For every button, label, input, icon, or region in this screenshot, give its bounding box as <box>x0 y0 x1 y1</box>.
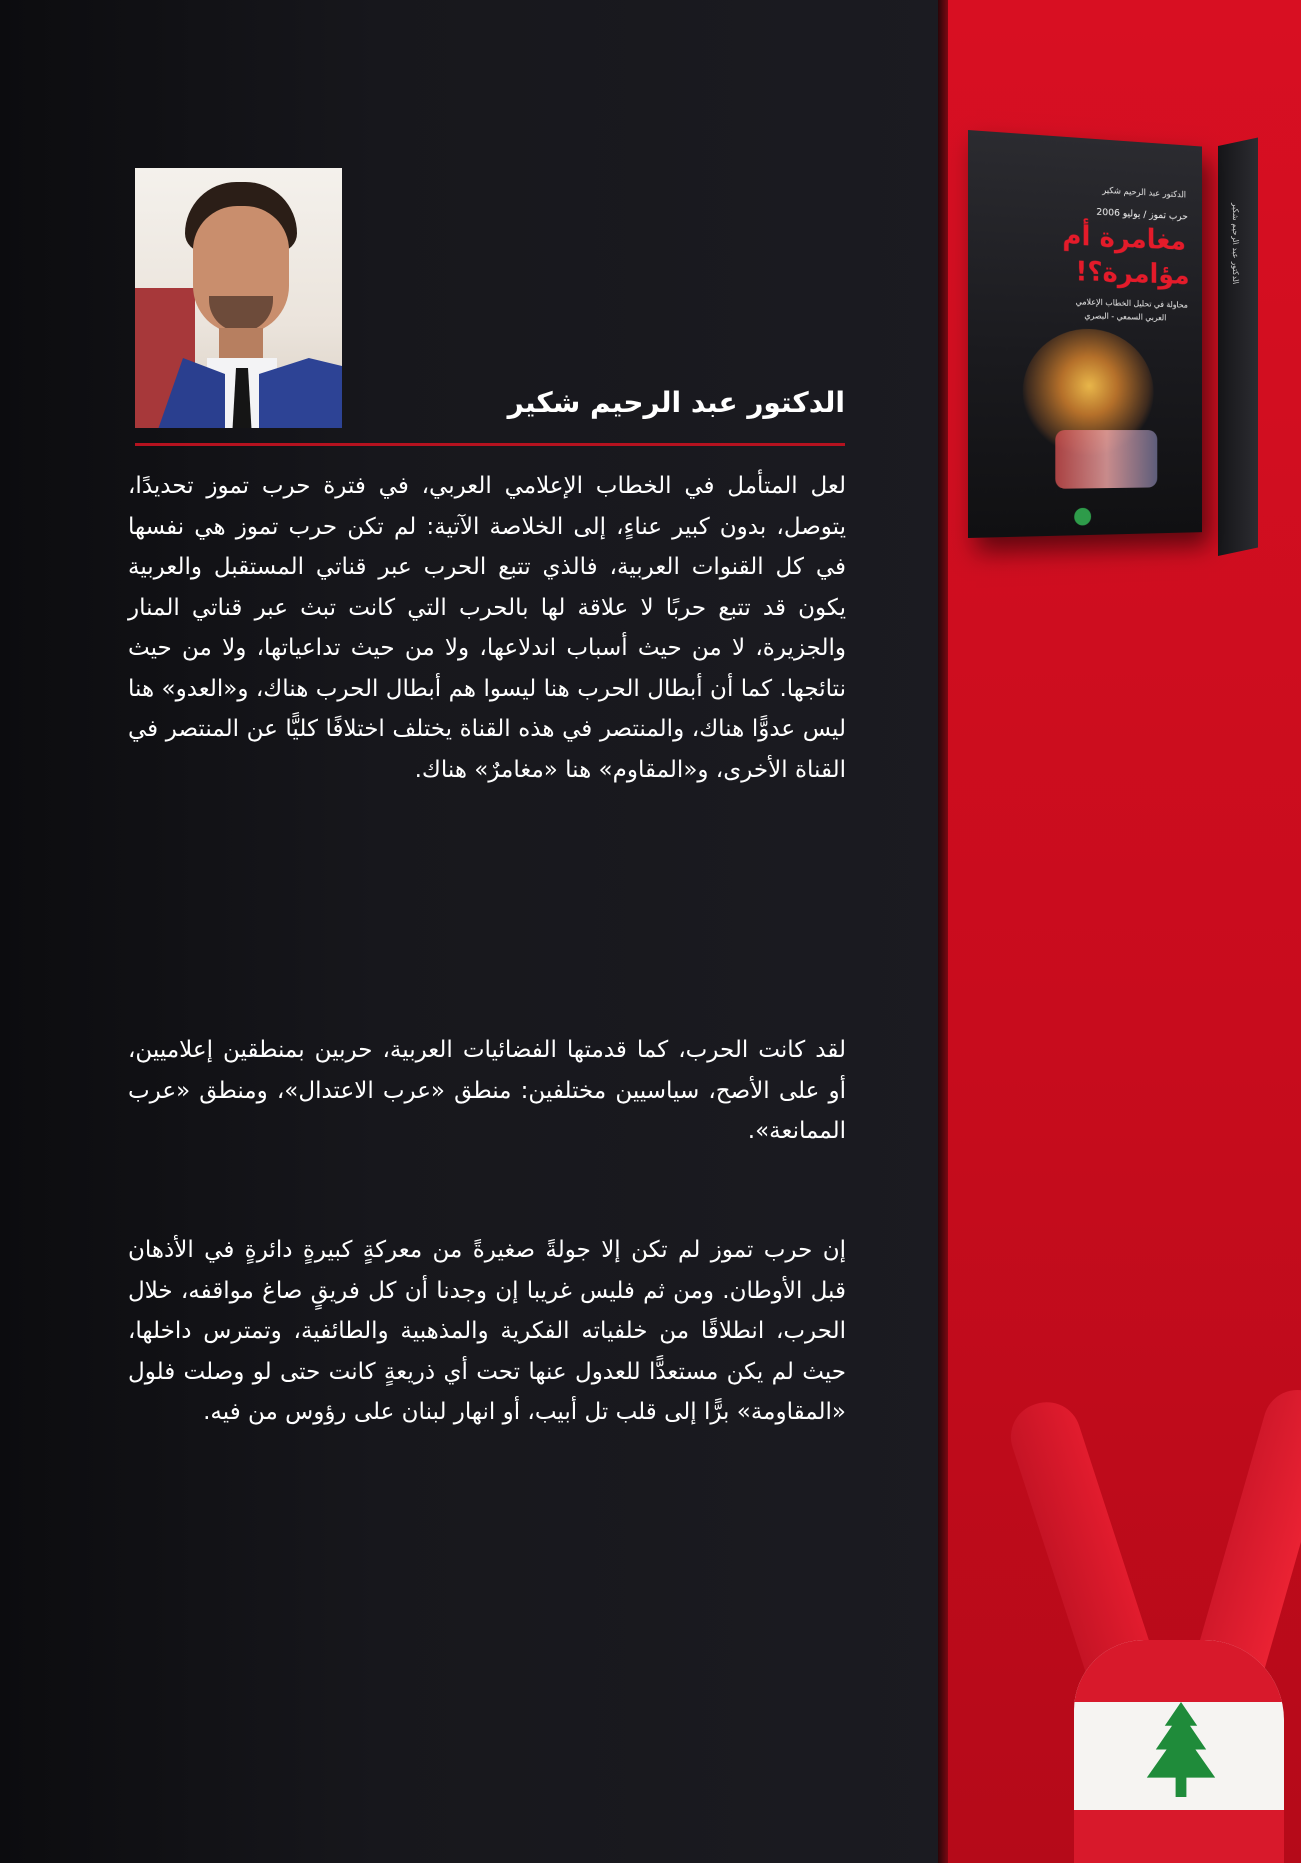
hand-palm-flag <box>1074 1640 1284 1863</box>
victory-hand-icon <box>1040 1390 1300 1863</box>
body-paragraph-2 <box>128 1030 846 1152</box>
book-front-cover <box>968 130 1202 538</box>
book-spine <box>1218 137 1258 556</box>
paragraph-3-text: إن حرب تموز لم تكن إلا جولةً صغيرةً من معركةٍ كبيرةٍ دائرةٍ في الأذهان قبل الأوطان. ومن ثم فليس غريبا إن وجدنا أن كل فريقٍ صاغ مواقفه، خلال الحرب، انطلاقًا من خلفياته الفكرية والمذهبية والطائفية، وتمترس داخلها، حيث لم يكن مستعدًّا للعدول عنها تحت أي ذريعةٍ كانت حتى لو وصلت فلول «المقاومة» برًّا إلى قلب تل أبيب، أو انهار لبنان على رؤوس من فيه. <box>128 1237 846 1425</box>
author-photo <box>135 168 342 428</box>
paragraph-2-text: لقد كانت الحرب، كما قدمتها الفضائيات العربية، حربين بمنطقين إعلاميين، أو على الأصح، سياسيين مختلفين: منطق «عرب الاعتدال»، ومنطق «عرب الممانعة». <box>128 1037 846 1144</box>
book-subtitle-line-2: العربي السمعي - البصري <box>1084 311 1167 324</box>
book-author: الدكتور عبد الرحيم شكير <box>1102 185 1187 201</box>
divider <box>135 443 845 446</box>
book-subtitle-line-1: محاولة في تحليل الخطاب الإعلامي <box>1075 297 1188 311</box>
book-cover-3d <box>968 112 1278 562</box>
book-subtitle-top: حرب تموز / يوليو 2006 <box>1096 206 1188 223</box>
book-title-line-2: مؤامرة؟! <box>1075 254 1190 291</box>
book-spine-text: الدكتور عبد الرحيم شكير <box>1231 201 1240 286</box>
author-name: الدكتور عبد الرحيم شكير <box>507 386 845 419</box>
publisher-logo-icon <box>1074 508 1091 526</box>
paragraph-1-text: لعل المتأمل في الخطاب الإعلامي العربي، في فترة حرب تموز تحديدًا، يتوصل، بدون كبير عناءٍ، إلى الخلاصة الآتية: لم تكن حرب تموز هي نفسها في كل القنوات العربية، فالذي تتبع الحرب عبر قناتي المستقبل والعربية يكون قد تتبع حربًا لا علاقة لها بالحرب التي كانت تبث عبر قناتي المنار والجزيرة، لا من حيث أسباب اندلاعها، ولا من حيث تداعياتها، ولا من حيث نتائجها. كما أن أبطال الحرب هنا ليسوا هم أبطال الحرب هناك، و«العدو» هنا ليس عدوًّا هناك، والمنتصر في هذه القناة يختلف اختلافًا كليًّا عن المنتصر في القناة الأخرى، و«المقاوم» هنا «مغامرٌ» هناك. <box>128 473 846 783</box>
book-title-line-1: مغامرة أم <box>1062 218 1187 257</box>
body-paragraph-1 <box>128 466 846 790</box>
cedar-icon <box>1136 1702 1226 1810</box>
book-cover-art-secondary <box>1055 430 1157 489</box>
body-paragraph-3 <box>128 1230 846 1433</box>
